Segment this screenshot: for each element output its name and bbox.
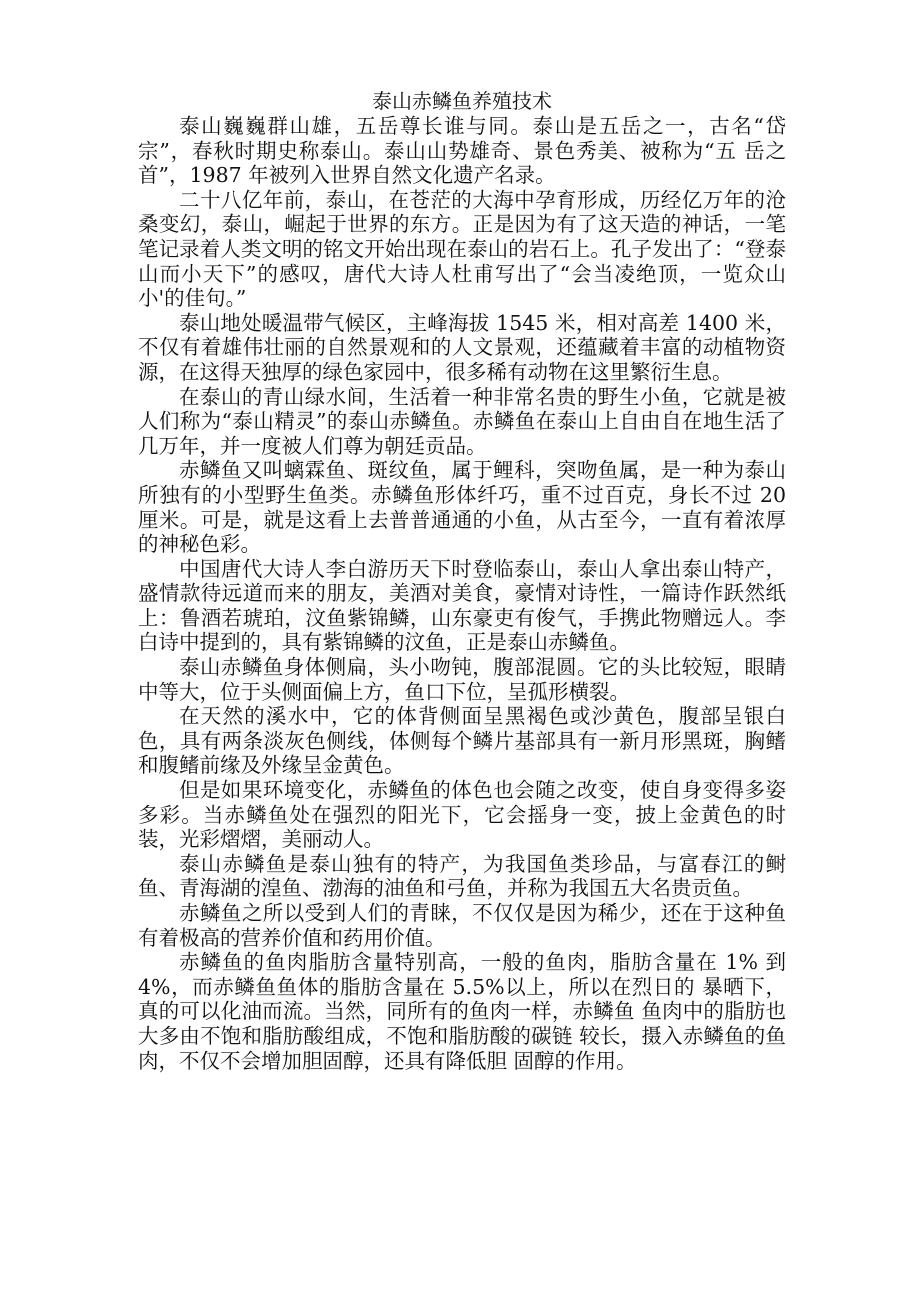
paragraph-li-bai: 中国唐代大诗人李白游历天下时登临泰山，泰山人拿出泰山特产，盛情款待远道而来的朋友，美酒对美食，豪情对诗性，一篇诗作跃然纸上：鲁酒若琥珀，汶鱼紫锦鳞，山东豪吏有俊气，手携此物赠远人。李白诗中提到的，具有紫锦鳞的汶鱼，正是泰山赤鳞鱼。	[138, 556, 786, 655]
document-page	[138, 88, 786, 1073]
paragraph-climate: 泰山地处暖温带气候区，主峰海拔 1545 米，相对高差 1400 米，不仅有着雄伟壮丽的自然景观和的人文景观，还蕴藏着丰富的动植物资源，在这得天独厚的绿色家园中，很多稀有动物在这里繁衍生息。	[138, 310, 786, 384]
paragraph-species: 赤鳞鱼又叫螭霖鱼、斑纹鱼，属于鲤科，突吻鱼属，是一种为泰山所独有的小型野生鱼类。赤鳞鱼形体纤巧，重不过百克，身长不过 20 厘米。可是，就是这看上去普普通通的小鱼，从古至今，一直有着浓厚的神秘色彩。	[138, 458, 786, 557]
paragraph-coloring: 在天然的溪水中，它的体背侧面呈黑褐色或沙黄色，腹部呈银白色，具有两条淡灰色侧线，体侧每个鳞片基部具有一新月形黑斑，胸鳍和腹鳍前缘及外缘呈金黄色。	[138, 704, 786, 778]
paragraph-fat-content: 赤鳞鱼的鱼肉脂肪含量特别高，一般的鱼肉，脂肪含量在 1% 到 4%，而赤鳞鱼鱼体的脂肪含量在 5.5%以上，所以在烈日的 暴晒下，真的可以化油而流。当然，同所有的鱼肉一样，赤鳞鱼 鱼肉中的脂肪也大多由不饱和脂肪酸组成，不饱和脂肪酸的碳链 较长，摄入赤鳞鱼的鱼肉，不仅不会增加胆固醇，还具有降低胆 固醇的作用。	[138, 950, 786, 1073]
paragraph-value: 赤鳞鱼之所以受到人们的青睐，不仅仅是因为稀少，还在于这种鱼有着极高的营养价值和药用价值。	[138, 901, 786, 950]
paragraph-spirit: 在泰山的青山绿水间，生活着一种非常名贵的野生小鱼，它就是被人们称为“泰山精灵”的泰山赤鳞鱼。赤鳞鱼在泰山上自由自在地生活了几万年，并一度被人们尊为朝廷贡品。	[138, 384, 786, 458]
document-title: 泰山赤鳞鱼养殖技术	[372, 89, 552, 113]
paragraph-origin: 二十八亿年前，泰山，在苍茫的大海中孕育形成，历经亿万年的沧桑变幻，泰山，崛起于世界的东方。正是因为有了这天造的神话，一笔笔记录着人类文明的铭文开始出现在泰山的岩石上。孔子发出了：“登泰山而小天下”的感叹，唐代大诗人杜甫写出了“会当凌绝顶，一览众山小'的佳句。”	[138, 187, 786, 311]
paragraph-color-change: 但是如果环境变化，赤鳞鱼的体色也会随之改变，使自身变得多姿多彩。当赤鳞鱼处在强烈的阳光下，它会摇身一变，披上金黄色的时装，光彩熠熠，美丽动人。	[138, 778, 786, 852]
paragraph-body-shape: 泰山赤鳞鱼身体侧扁，头小吻钝，腹部混圆。它的头比较短，眼睛中等大，位于头侧面偏上方，鱼口下位，呈孤形横裂。	[138, 655, 786, 704]
paragraph-intro: 泰山巍巍群山雄，五岳尊长谁与同。泰山是五岳之一，古名“岱宗”，春秋时期史称泰山。泰山山势雄奇、景色秀美、被称为“五 岳之首”，1987 年被列入世界自然文化遗产名录。	[138, 114, 786, 188]
paragraph-tribute: 泰山赤鳞鱼是泰山独有的特产，为我国鱼类珍品，与富春江的鲥鱼、青海湖的湟鱼、渤海的油鱼和弓鱼，并称为我国五大名贵贡鱼。	[138, 851, 786, 901]
